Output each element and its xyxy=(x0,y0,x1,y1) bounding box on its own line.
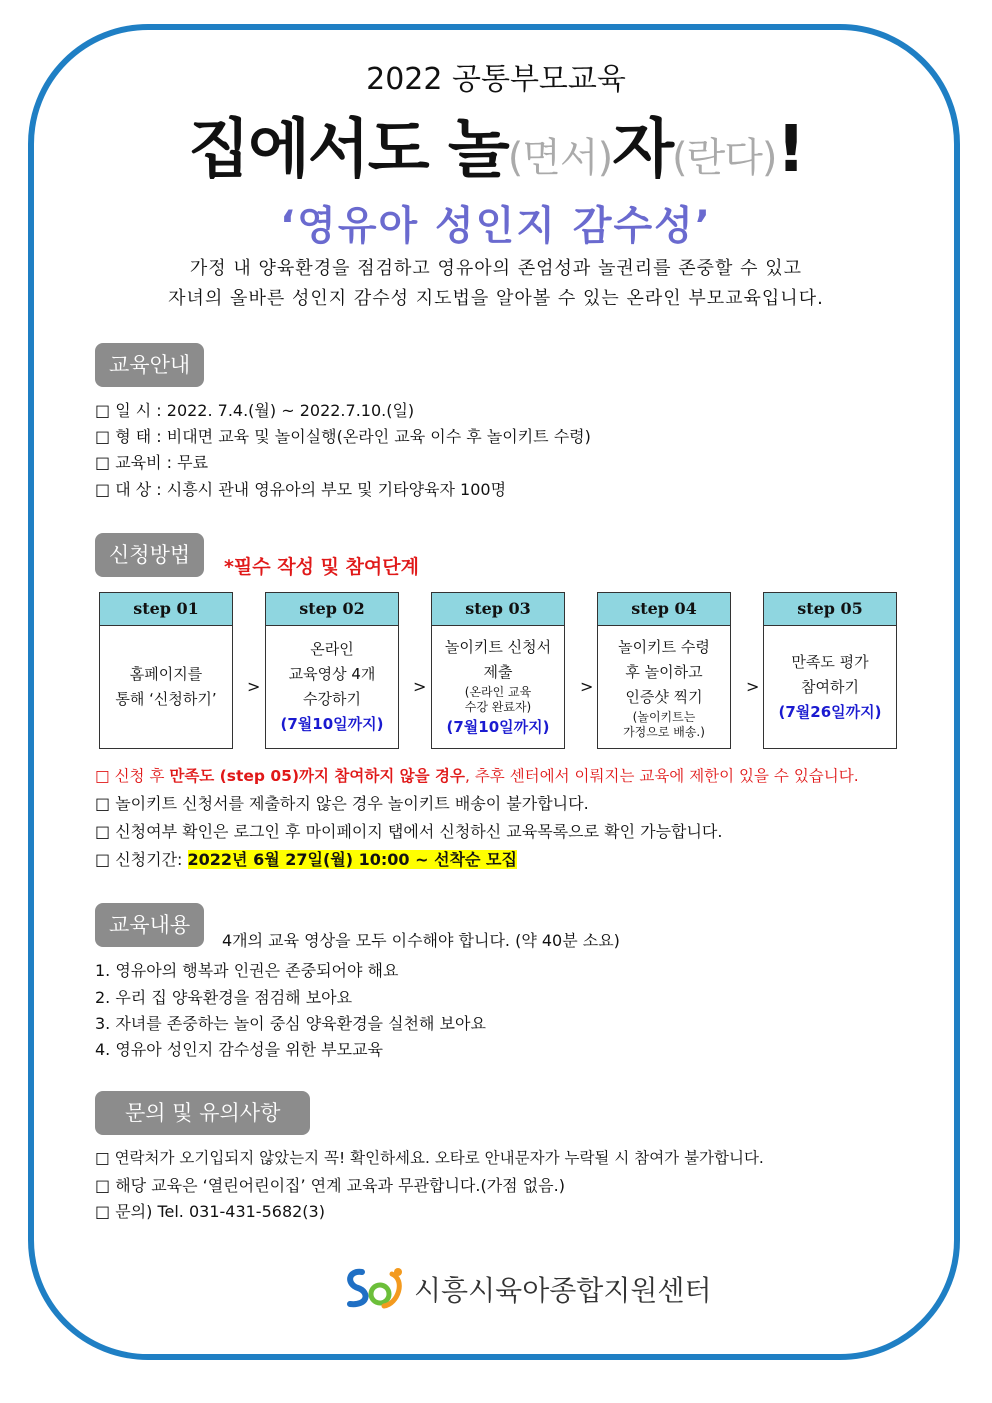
step-body xyxy=(100,626,232,748)
warning-bold: 만족도 (step 05)까지 참여하지 않을 경우 xyxy=(169,767,465,785)
content-tag: 교육내용 xyxy=(95,903,204,947)
step-text: 수강하기 xyxy=(303,690,361,708)
guide-item: □ 일 시 : 2022. 7.4.(월) ~ 2022.7.10.(일) xyxy=(95,401,415,420)
step-head: step 03 xyxy=(432,593,564,626)
step-small-text: (온라인 교육 수강 완료자) xyxy=(464,684,532,714)
step-text: 인증샷 찍기 xyxy=(625,687,703,706)
page-subtitle: 2022 공통부모교육 xyxy=(366,62,626,97)
guide-item: □ 교육비 : 무료 xyxy=(95,453,209,472)
contact-item: □ 해당 교육은 ‘열린어린이집’ 연계 교육과 무관합니다.(가점 없음.) xyxy=(95,1176,565,1195)
step-box-03 xyxy=(431,592,565,749)
content-item: 1. 영유아의 행복과 인권은 존중되어야 해요 xyxy=(95,961,399,980)
apply-line: □ 놀이키트 신청서를 제출하지 않은 경우 놀이키트 배송이 불가합니다. xyxy=(95,794,589,813)
apply-line: □ 신청여부 확인은 로그인 후 마이페이지 탭에서 신청하신 교육목록으로 확인 가능합니다. xyxy=(95,822,723,841)
step-text: 놀이키트 신청서 xyxy=(444,637,552,656)
title-small1: (면서) xyxy=(507,135,613,181)
step-head: step 01 xyxy=(100,593,232,626)
period-label: □ 신청기간: xyxy=(95,850,188,869)
description-line2: 자녀의 올바른 성인지 감수성 지도법을 알아볼 수 있는 온라인 부모교육입니다. xyxy=(168,288,824,309)
step-box-04 xyxy=(597,592,731,749)
step-head: step 04 xyxy=(598,593,730,626)
apply-period xyxy=(95,847,517,870)
step-text: 통해 ‘신청하기’ xyxy=(115,690,217,708)
content-note: 4개의 교육 영상을 모두 이수해야 합니다. (약 40분 소요) xyxy=(222,931,620,950)
step-arrow: > xyxy=(746,677,760,696)
center-logo-icon xyxy=(340,1264,408,1312)
step-arrow: > xyxy=(247,677,261,696)
title-part2: 자 xyxy=(612,113,673,187)
title-small2: (란다) xyxy=(672,135,777,181)
apply-tag: 신청방법 xyxy=(95,533,204,577)
contact-tag: 문의 및 유의사항 xyxy=(95,1091,310,1135)
center-name: 시흥시육아종합지원센터 xyxy=(414,1274,712,1307)
guide-item: □ 대 상 : 시흥시 관내 영유아의 부모 및 기타양육자 100명 xyxy=(95,480,507,499)
step-body xyxy=(432,626,564,748)
apply-note: *필수 작성 및 참여단계 xyxy=(224,556,419,578)
step-head: step 05 xyxy=(764,593,896,626)
guide-item: □ 형 태 : 비대면 교육 및 놀이실행(온라인 교육 이수 후 놀이키트 수령) xyxy=(95,427,591,446)
step-arrow: > xyxy=(580,677,594,696)
contact-item: □ 연락처가 오기입되지 않았는지 꼭! 확인하세요. 오타로 안내문자가 누락될 시 참여가 불가합니다. xyxy=(95,1149,764,1167)
step-text: 참여하기 xyxy=(801,677,859,696)
content-item: 3. 자녀를 존중하는 놀이 중심 양육환경을 실천해 보아요 xyxy=(95,1014,486,1033)
apply-warning xyxy=(95,764,859,786)
step-text: 제출 xyxy=(483,662,513,681)
step-text: 교육영상 4개 xyxy=(288,665,376,683)
step-box-01 xyxy=(99,592,233,749)
step-head: step 02 xyxy=(266,593,398,626)
step-text: 만족도 평가 xyxy=(791,652,869,671)
topic-quote: ‘영유아 성인지 감수성’ xyxy=(279,203,712,249)
step-text: 홈페이지를 xyxy=(129,665,203,683)
step-body xyxy=(764,626,896,748)
step-body xyxy=(598,626,730,748)
step-text: 놀이키트 수령 xyxy=(618,637,710,656)
page-title xyxy=(0,98,992,190)
step-deadline: (7월10일까지) xyxy=(280,715,384,733)
step-text: 온라인 xyxy=(310,640,354,658)
title-part1: 집에서도 놀 xyxy=(188,113,508,187)
step-arrow: > xyxy=(413,677,427,696)
warning-post: , 추후 센터에서 이뤄지는 교육에 제한이 있을 수 있습니다. xyxy=(464,767,859,785)
step-body xyxy=(266,626,398,748)
content-item: 2. 우리 집 양육환경을 점검해 보아요 xyxy=(95,988,353,1007)
step-small-text: (놀이키트는 가정으로 배송.) xyxy=(623,709,705,739)
content-item: 4. 영유아 성인지 감수성을 위한 부모교육 xyxy=(95,1040,383,1059)
step-box-02 xyxy=(265,592,399,749)
step-deadline: (7월10일까지) xyxy=(446,717,550,736)
period-value: 2022년 6월 27일(월) 10:00 ~ 선착순 모집 xyxy=(187,850,517,869)
contact-item: □ 문의) Tel. 031-431-5682(3) xyxy=(95,1202,325,1221)
title-part3: ! xyxy=(776,113,804,187)
step-box-05 xyxy=(763,592,897,749)
warning-pre: □ 신청 후 xyxy=(95,767,170,785)
step-text: 후 놀이하고 xyxy=(625,662,703,681)
guide-tag: 교육안내 xyxy=(95,343,204,387)
step-deadline: (7월26일까지) xyxy=(778,702,882,721)
description-line1: 가정 내 양육환경을 점검하고 영유아의 존엄성과 놀권리를 존중할 수 있고 xyxy=(189,258,803,279)
